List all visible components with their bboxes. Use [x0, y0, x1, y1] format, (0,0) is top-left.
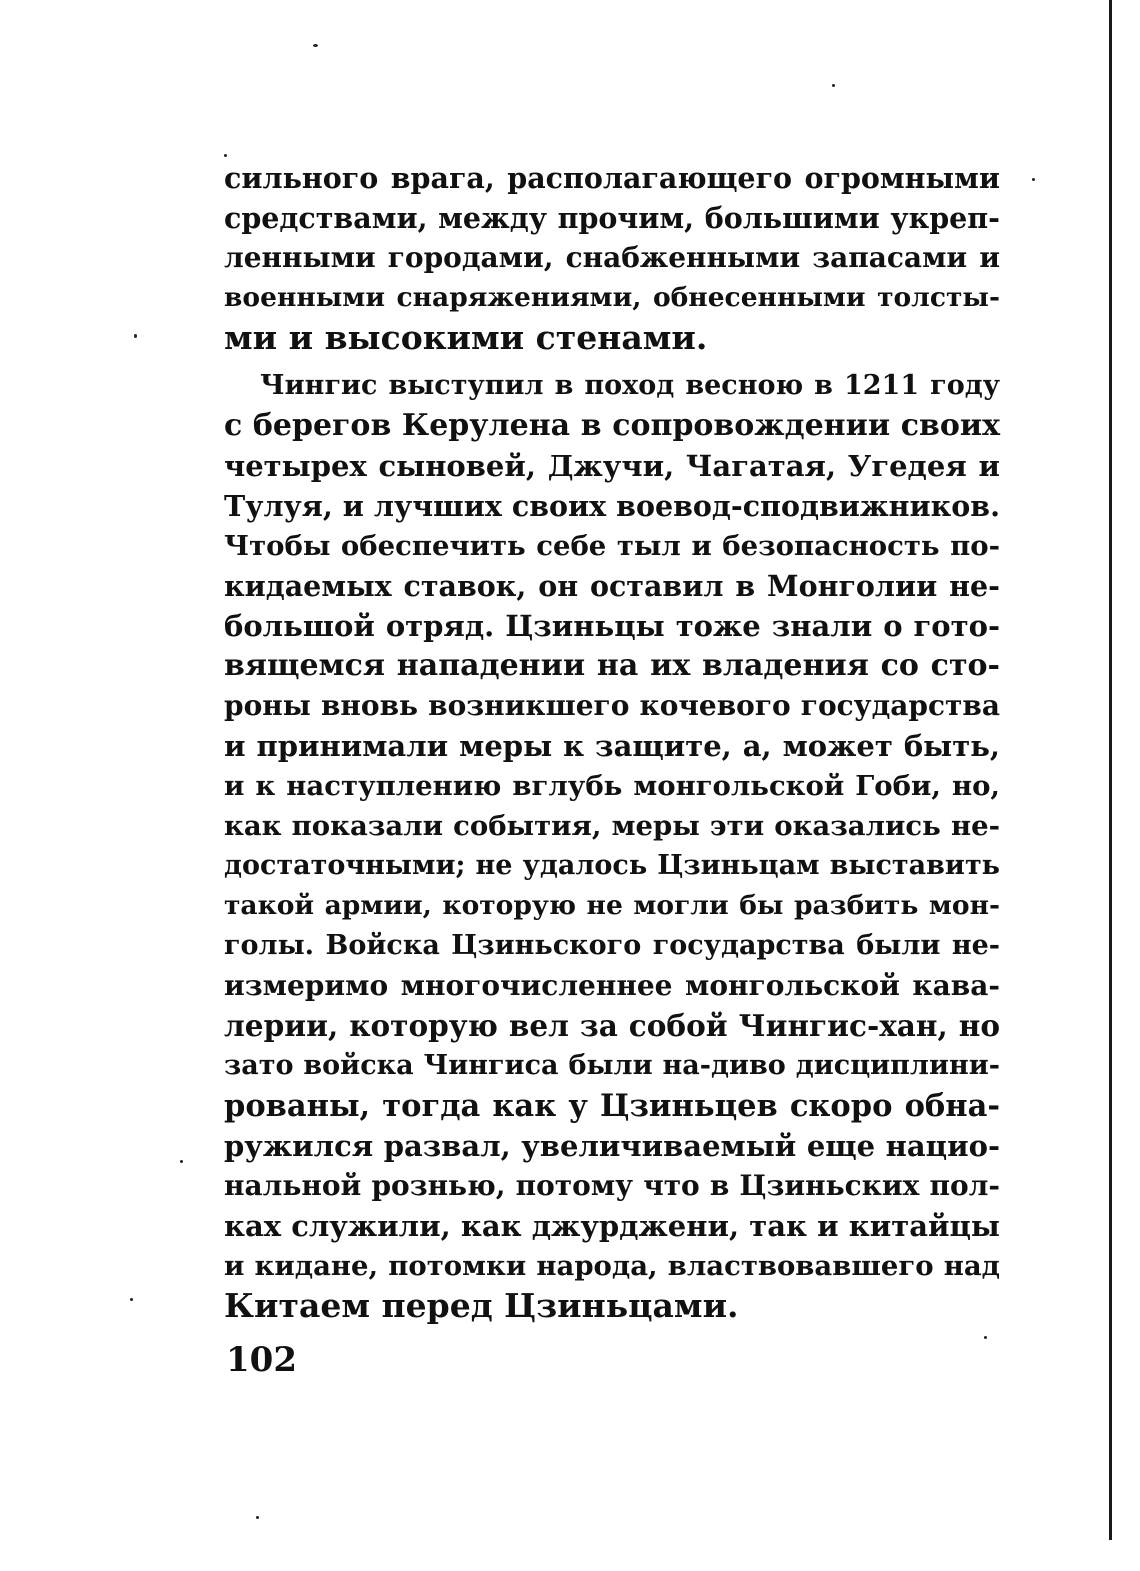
scan-speck — [134, 334, 137, 338]
paragraph-1 — [224, 158, 1000, 358]
text-line: Чингис выступил в поход весною в 1211 году — [260, 370, 1000, 401]
text-line: ленными городами, снабженными запасами и — [224, 241, 1000, 274]
scan-speck — [180, 1160, 183, 1163]
text-line: кидаемых ставок, он оставил в Монголии не- — [224, 569, 1000, 603]
text-line: четырех сыновей, Джучи, Чагатая, Угедея и — [224, 449, 1000, 483]
text-line: роны вновь возникшего кочевого государства — [224, 689, 1000, 722]
text-line: ружился развал, увеличиваемый еще нацио- — [224, 1129, 1000, 1163]
body-text — [224, 158, 1000, 1326]
text-line: достаточными; не удалось Цзиньцам выставить — [224, 850, 1000, 881]
text-line: и к наступлению вглубь монгольской Гоби, но, — [224, 770, 1000, 802]
text-line: как показали события, меры эти оказались не- — [224, 810, 1000, 842]
page-edge-line — [1109, 0, 1112, 1540]
text-line: голы. Войска Цзиньского государства были не- — [224, 930, 1000, 961]
text-line: средствами, между прочим, большими укреп- — [224, 201, 1000, 235]
text-line: вящемся нападении на их владения со сто- — [224, 648, 1000, 683]
scan-speck — [832, 84, 835, 87]
text-line: большой отряд. Цзиньцы тоже знали о гото- — [224, 609, 1000, 643]
text-line: Чтобы обеспечить себе тыл и безопасность по- — [224, 530, 1000, 562]
scan-speck — [224, 154, 227, 157]
text-line: и принимали меры к защите, а, может быть, — [224, 729, 1000, 763]
text-line: рованы, тогда как у Цзиньцев скоро обна- — [224, 1088, 1000, 1124]
text-line: зато войска Чингиса были на-диво дисциплини- — [224, 1050, 1000, 1081]
text-line: сильного врага, располагающего огромными — [224, 161, 1000, 195]
paragraph-gap — [224, 358, 1000, 366]
page-number: 102 — [226, 1340, 297, 1380]
text-line: ках служили, как джурджени, так и китайцы — [224, 1209, 1000, 1243]
text-line: лерии, которую вел за собой Чингис-хан, но — [224, 1008, 1000, 1043]
scan-speck — [313, 44, 318, 47]
text-line: ми и высокими стенами. — [224, 318, 708, 357]
scan-speck — [984, 1336, 987, 1339]
text-line: с берегов Керулена в сопровождении своих — [224, 408, 1000, 443]
text-line: измеримо многочисленнее монгольской кава- — [224, 969, 1000, 1002]
text-line: Тулуя, и лучших своих воевод-сподвижников. — [224, 489, 1000, 523]
text-line: Китаем перед Цзиньцами. — [224, 1286, 739, 1325]
scan-speck — [256, 1516, 259, 1519]
text-line: и кидане, потомки народа, властвовавшего над — [224, 1250, 1000, 1282]
text-line: такой армии, которую не могли бы разбить мон- — [224, 890, 1000, 921]
paragraph-2 — [224, 366, 1000, 1326]
text-line: военными снаряжениями, обнесенными толсты- — [224, 282, 1000, 313]
text-line: нальной рознью, потому что в Цзиньских пол- — [224, 1169, 1000, 1202]
scan-speck — [130, 1298, 133, 1301]
scan-speck — [1032, 178, 1035, 181]
